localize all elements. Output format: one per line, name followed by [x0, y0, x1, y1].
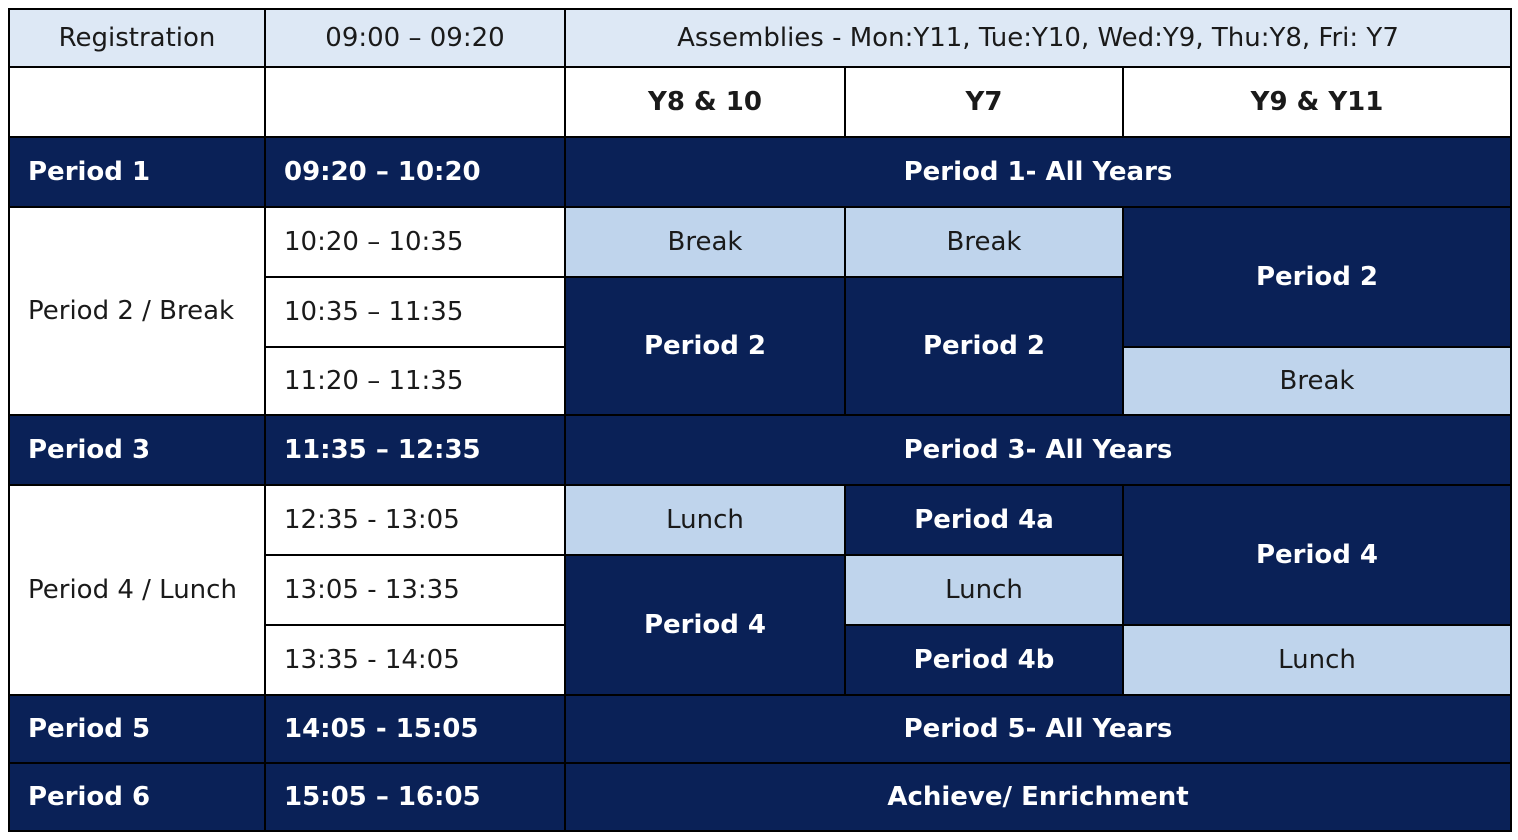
y9-11-period4: Period 4 — [1124, 486, 1512, 626]
period5-all-years: Period 5- All Years — [566, 696, 1512, 764]
period4-time-2: 13:05 - 13:35 — [266, 556, 566, 626]
period2-time-1: 10:20 – 10:35 — [266, 208, 566, 278]
year-header-y7: Y7 — [846, 68, 1124, 138]
period5-time: 14:05 - 15:05 — [266, 696, 566, 764]
y9-11-period2: Period 2 — [1124, 208, 1512, 348]
period6-label: Period 6 — [8, 764, 266, 832]
period6-achieve-enrichment: Achieve/ Enrichment — [566, 764, 1512, 832]
y7-period4b: Period 4b — [846, 626, 1124, 696]
registration-time: 09:00 – 09:20 — [266, 8, 566, 68]
period1-label: Period 1 — [8, 138, 266, 208]
y7-break: Break — [846, 208, 1124, 278]
period1-time: 09:20 – 10:20 — [266, 138, 566, 208]
period4-time-3: 13:35 - 14:05 — [266, 626, 566, 696]
y8-10-lunch: Lunch — [566, 486, 846, 556]
period4-lunch-label: Period 4 / Lunch — [8, 486, 266, 696]
y9-11-break: Break — [1124, 348, 1512, 416]
period2-time-3: 11:20 – 11:35 — [266, 348, 566, 416]
period1-all-years: Period 1- All Years — [566, 138, 1512, 208]
y7-period2: Period 2 — [846, 278, 1124, 416]
y9-11-lunch: Lunch — [1124, 626, 1512, 696]
period3-time: 11:35 – 12:35 — [266, 416, 566, 486]
y8-10-period2: Period 2 — [566, 278, 846, 416]
y7-lunch: Lunch — [846, 556, 1124, 626]
y8-10-break: Break — [566, 208, 846, 278]
year-header-blank-label — [8, 68, 266, 138]
period2-break-label: Period 2 / Break — [8, 208, 266, 416]
assemblies-schedule: Assemblies - Mon:Y11, Tue:Y10, Wed:Y9, Thu:Y8, Fri: Y7 — [566, 8, 1512, 68]
period4-time-1: 12:35 - 13:05 — [266, 486, 566, 556]
period3-label: Period 3 — [8, 416, 266, 486]
y7-period4a: Period 4a — [846, 486, 1124, 556]
year-header-blank-time — [266, 68, 566, 138]
y8-10-period4: Period 4 — [566, 556, 846, 696]
year-header-y8-10: Y8 & 10 — [566, 68, 846, 138]
period3-all-years: Period 3- All Years — [566, 416, 1512, 486]
year-header-y9-y11: Y9 & Y11 — [1124, 68, 1512, 138]
period5-label: Period 5 — [8, 696, 266, 764]
registration-label: Registration — [8, 8, 266, 68]
period6-time: 15:05 – 16:05 — [266, 764, 566, 832]
period2-time-2: 10:35 – 11:35 — [266, 278, 566, 348]
